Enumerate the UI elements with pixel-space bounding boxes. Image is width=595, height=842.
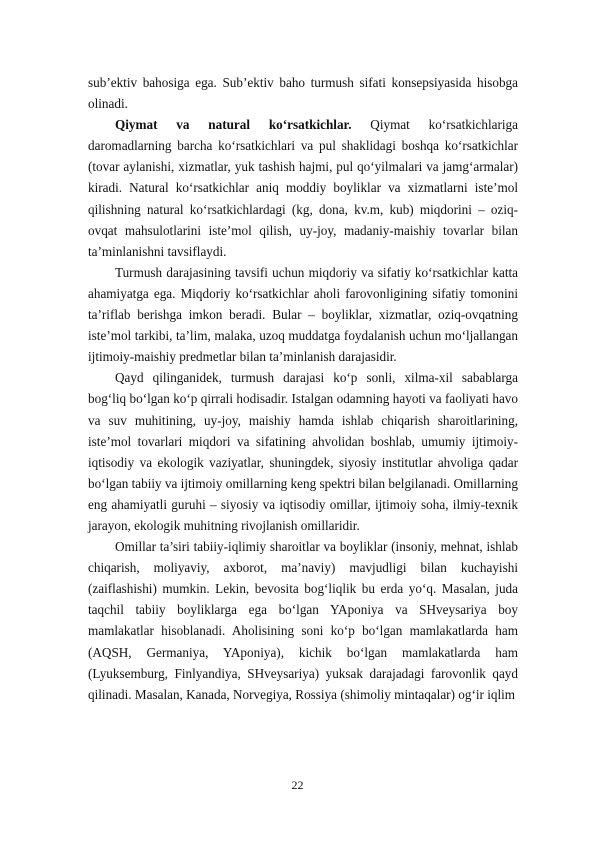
paragraph-5 — [88, 536, 518, 705]
page-number: 22 — [291, 778, 304, 792]
paragraph-3 — [88, 262, 518, 367]
paragraph-1-text: sub’ektiv bahosiga ega. Sub’ektiv baho turmush sifati konsepsiyasida hisobga olinadi. — [88, 75, 518, 112]
paragraph-1 — [88, 72, 518, 114]
section-heading-qiymat-natural: Qiymat va natural ko‘rsatkichlar. — [115, 117, 352, 133]
paragraph-5-text: Omillar ta’siri tabiiy-iqlimiy sharoitlar va boyliklar (insoniy, mehnat, ishlab chiqarish, moliyaviy, axborot, ma’naviy) mavjudligi bilan kuchayishi (zaiflashishi) mumkin. Lekin, bevosita bog‘liqlik bu erda yo‘q. Masalan, juda taqchil tabiiy boyliklarga ega bo‘lgan YAponiya va SHveysariya boy mamlakatlar hisoblanadi. Aholisining soni ko‘p bo‘lgan mamlakatlarda ham (AQSH, Germaniya, YAponiya), kichik bo‘lgan mamlakatlarda ham (Lyuksemburg, Finlyandiya, SHveysariya) yuksak darajadagi farovonlik qayd qilinadi. Masalan, Kanada, Norvegiya, Rossiya (shimoliy mintaqalar) og‘ir iqlim — [88, 539, 518, 702]
document-page — [88, 72, 518, 705]
paragraph-4-text: Qayd qilinganidek, turmush darajasi ko‘p sonli, xilma-xil sabablarga bog‘liq bo‘lgan ko‘p qirrali hodisadir. Istalgan odamning hayoti va faoliyati havo va suv muhitining, uy-joy, maishiy hamda ishlab chiqarish sharoitlarining, iste’mol tovarlari miqdori va sifatining ahvolidan boshlab, umumiy ijtimoiy-iqtisodiy va ekologik vaziyatlar, shuningdek, siyosiy institutlar ahvoliga qadar bo‘lgan tabiiy va ijtimoiy omillarning keng spektri bilan belgilanadi. Omillarning eng ahamiyatli guruhi – siyosiy va iqtisodiy omillar, ijtimoiy soha, ilmiy-texnik jarayon, ekologik muhitning rivojlanish omillaridir. — [88, 370, 518, 533]
paragraph-3-text: Turmush darajasining tavsifi uchun miqdoriy va sifatiy ko‘rsatkichlar katta ahamiyatga ega. Miqdoriy ko‘rsatkichlar aholi farovonligining sifatiy tomonini ta’riflab berishga imkon beradi. Bular – boyliklar, xizmatlar, oziq-ovqatning iste’mol tarkibi, ta’lim, malaka, uzoq muddatga foydalanish uchun mo‘ljallangan ijtimoiy-maishiy predmetlar bilan ta’minlanish darajasidir. — [88, 264, 518, 365]
paragraph-2-text: Qiymat ko‘rsatkichlariga daromadlarning barcha ko‘rsatkichlari va pul shaklidagi boshqa ko‘rsatkichlar (tovar aylanishi, xizmatlar, yuk tashish hajmi, pul qo‘yilmalari va jamg‘armalar) kiradi. Natural ko‘rsatkichlar aniq moddiy boyliklar va xizmatlarni iste’mol qilishning natural ko‘rsatkichlardagi (kg, dona, kv.m, kub) miqdorini – oziq-ovqat mahsulotlarini iste’mol qilish, uy-joy, madaniy-maishiy tovarlar bilan ta’minlanishni tavsiflaydi. — [88, 117, 518, 259]
paragraph-4 — [88, 367, 518, 536]
paragraph-2 — [88, 114, 518, 262]
